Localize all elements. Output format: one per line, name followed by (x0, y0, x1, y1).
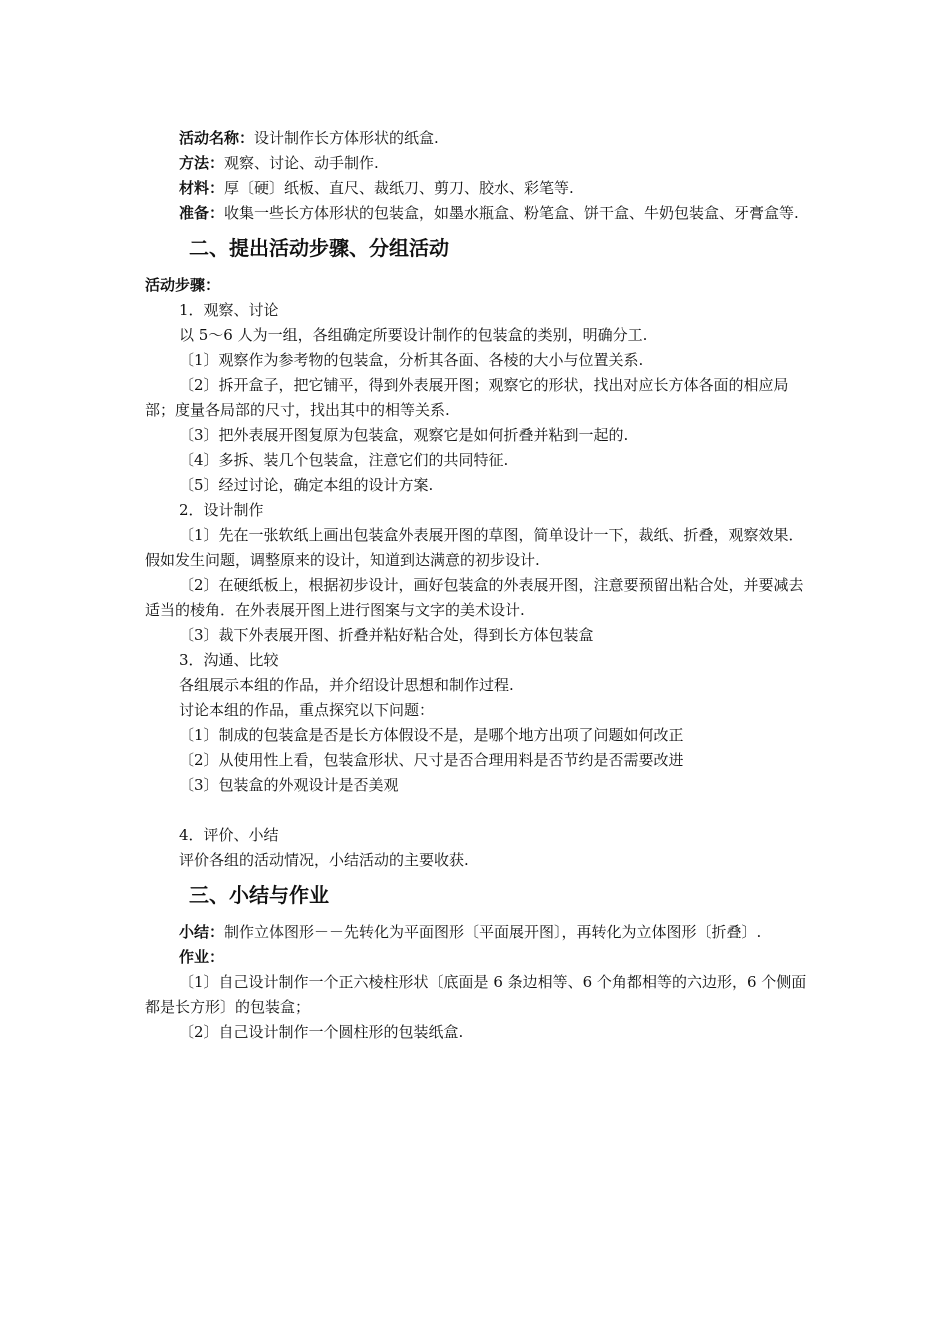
step-2-item: 〔1〕先在一张软纸上画出包装盒外表展开图的草图，简单设计一下，裁纸、折叠，观察效果．假如发生问题，调整原来的设计，知道到达满意的初步设计. (145, 526, 804, 569)
step-1-item: 〔5〕经过讨论，确定本组的设计方案. (179, 476, 434, 494)
step-2-item: 〔2〕在硬纸板上，根据初步设计，画好包装盒的外表展开图，注意要预留出粘合处，并要减去适当的棱角．在外表展开图上进行图案与文字的美术设计. (145, 576, 804, 619)
summary-line (145, 920, 810, 945)
step-1-title: 1．观察、讨论 (179, 301, 279, 319)
section-2-heading: 二、提出活动步骤、分组活动 (189, 236, 449, 260)
step-4-title: 4．评价、小结 (179, 826, 279, 844)
step-3-title: 3．沟通、比较 (179, 651, 279, 669)
material-text: 厚〔硬〕纸板、直尺、裁纸刀、剪刀、胶水、彩笔等. (224, 179, 574, 197)
step-3-line: 各组展示本组的作品，并介绍设计思想和制作过程. (179, 676, 514, 694)
step-1-item: 〔2〕拆开盒子，把它铺平，得到外表展开图；观察它的形状，找出对应长方体各面的相应局部；度量各局部的尺寸，找出其中的相等关系. (145, 376, 789, 419)
step-1-item: 〔1〕观察作为参考物的包装盒，分析其各面、各棱的大小与位置关系. (179, 351, 644, 369)
homework-label (145, 945, 810, 970)
step-1-intro: 以 5～6 人为一组，各组确定所要设计制作的包装盒的类别，明确分工. (179, 326, 648, 344)
material-line (145, 176, 810, 201)
step-4-line: 评价各组的活动情况，小结活动的主要收获. (179, 851, 469, 869)
step-1-item: 〔3〕把外表展开图复原为包装盒，观察它是如何折叠并粘到一起的. (179, 426, 629, 444)
method-label: 方法： (179, 154, 225, 172)
step-3-line: 讨论本组的作品，重点探究以下问题： (179, 701, 435, 719)
preparation-text: 收集一些长方体形状的包装盒，如墨水瓶盒、粉笔盒、饼干盒、牛奶包装盒、牙膏盒等. (224, 204, 799, 222)
activity-name-line (145, 126, 810, 151)
step-3-item: 〔1〕制成的包装盒是否是长方体假设不是，是哪个地方出项了问题如何改正 (179, 726, 684, 744)
method-line (145, 151, 810, 176)
step-1-item: 〔4〕多拆、装几个包装盒，注意它们的共同特征. (179, 451, 509, 469)
blank-line (145, 798, 810, 823)
homework-item: 〔1〕自己设计制作一个正六棱柱形状〔底面是 6 条边相等、6 个角都相等的六边形，6 个侧面都是长方形〕的包装盒； (145, 973, 807, 1016)
summary-label: 小结： (179, 923, 225, 941)
steps-label: 活动步骤： (145, 276, 221, 294)
step-2-title: 2．设计制作 (179, 501, 264, 519)
step-3-item: 〔2〕从使用性上看，包装盒形状、尺寸是否合理用料是否节约是否需要改进 (179, 751, 684, 769)
homework-label-text: 作业： (179, 948, 225, 966)
section-3-heading: 三、小结与作业 (189, 883, 329, 907)
step-3-item: 〔3〕包装盒的外观设计是否美观 (179, 776, 399, 794)
activity-name-text: 设计制作长方体形状的纸盒. (254, 129, 439, 147)
preparation-label: 准备： (179, 204, 225, 222)
step-2-item: 〔3〕裁下外表展开图、折叠并粘好粘合处，得到长方体包装盒 (179, 626, 594, 644)
preparation-line (145, 201, 810, 226)
activity-name-label: 活动名称： (179, 129, 255, 147)
material-label: 材料： (179, 179, 225, 197)
method-text: 观察、讨论、动手制作. (224, 154, 379, 172)
document-body (145, 126, 810, 1045)
summary-text: 制作立体图形－－先转化为平面图形〔平面展开图〕，再转化为立体图形〔折叠〕. (224, 923, 762, 941)
homework-item: 〔2〕自己设计制作一个圆柱形的包装纸盒. (179, 1023, 464, 1041)
